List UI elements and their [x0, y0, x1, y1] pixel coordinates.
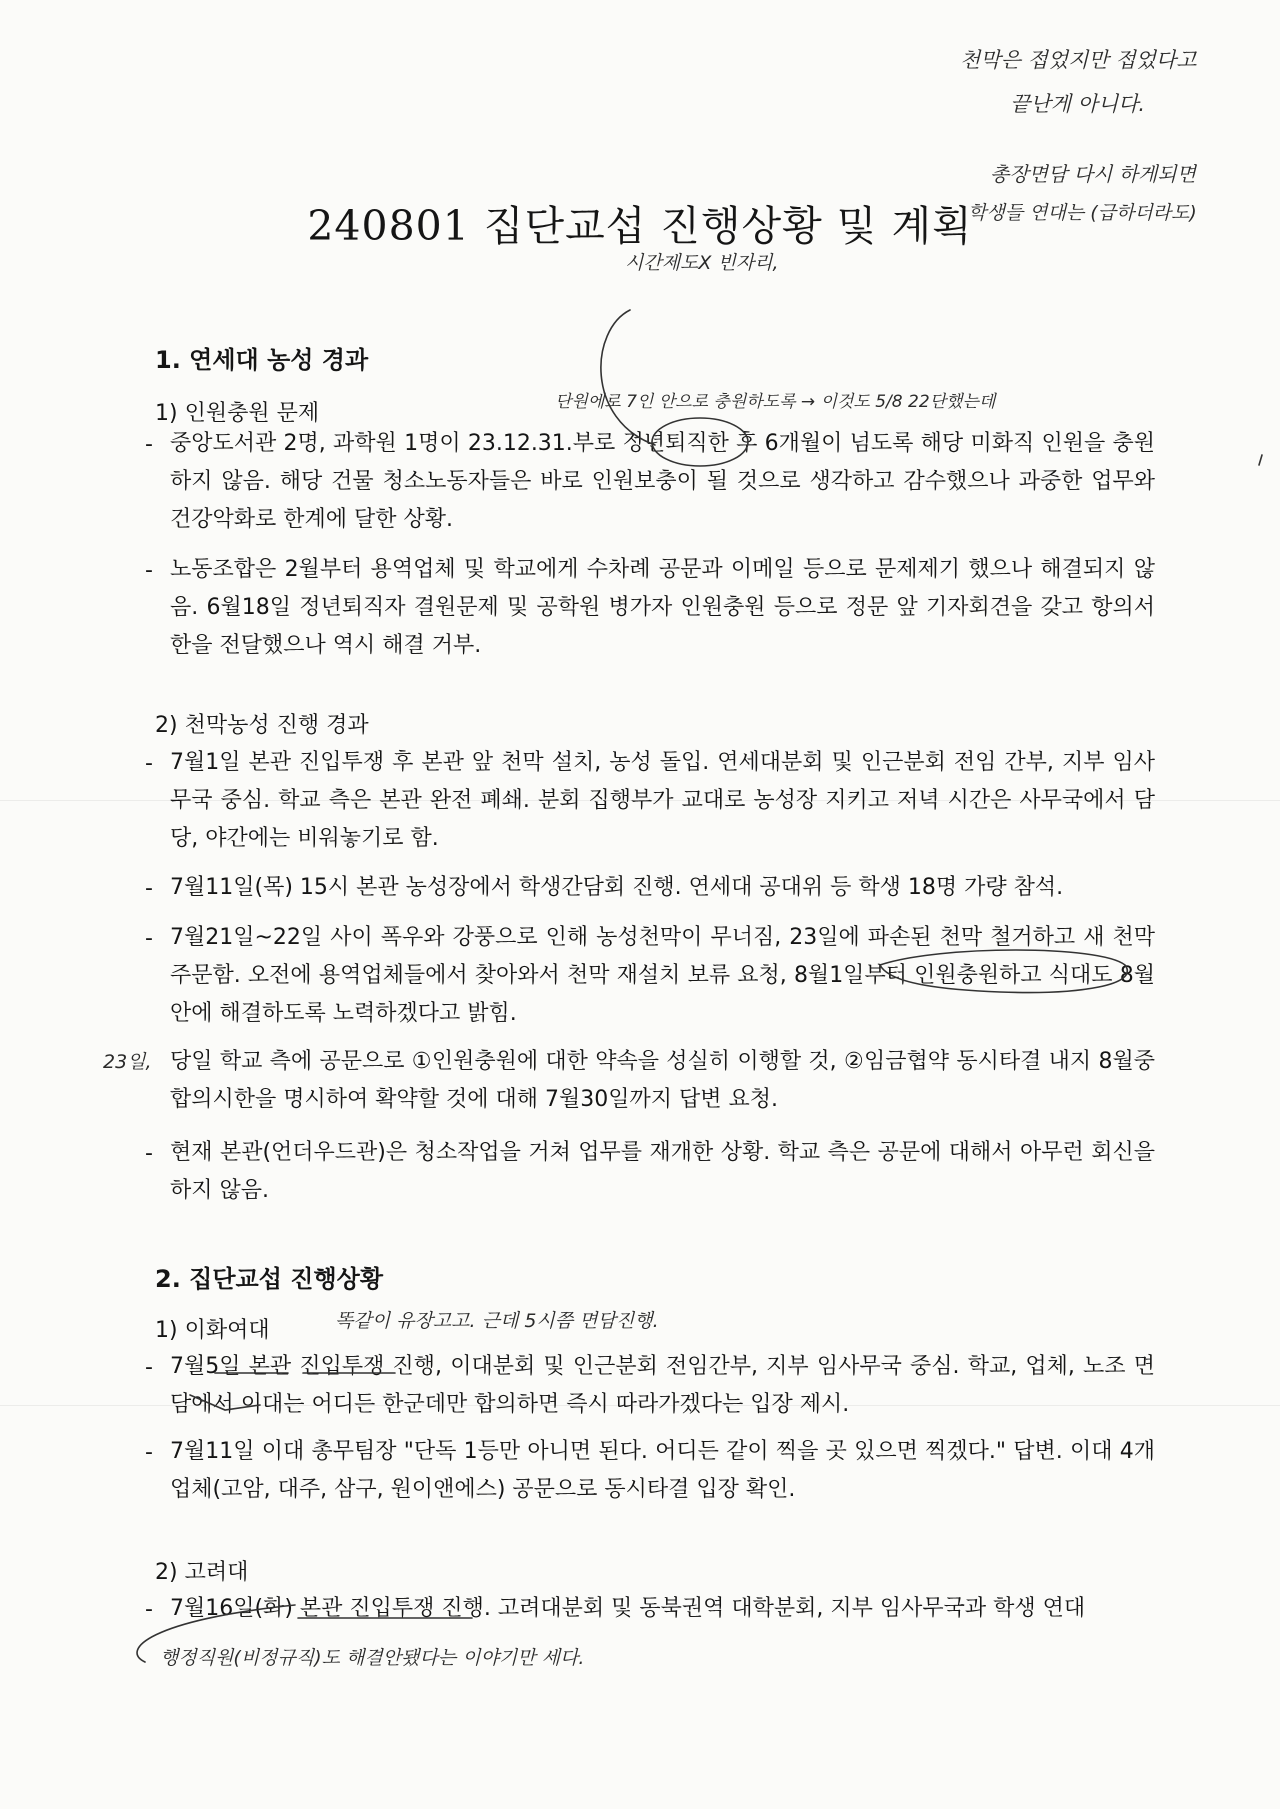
- list-dash: -: [145, 1141, 153, 1166]
- handwritten-note: 행정직원(비정규직)도 해결안됐다는 이야기만 세다.: [160, 1647, 585, 1669]
- list-item: 7월21일~22일 사이 폭우와 강풍으로 인해 농성천막이 무너짐, 23일에 파손된 천막 철거하고 새 천막 주문함. 오전에 용역업체들에서 찾아와서 천막 재설치 보류 요청, 8월1일부터 인원충원하고 식대도 8월 안에 해결하도록 노력하겠다고 밝힘.: [170, 925, 1155, 1026]
- list-item: 7월16일(화) 본관 진입투쟁 진행. 고려대분회 및 동북권역 대학분회, 지부 임사무국과 학생 연대: [170, 1596, 1086, 1621]
- ink-stray-mark: [1259, 455, 1262, 465]
- handwritten-note: 총장면담 다시 하게되면: [990, 162, 1196, 186]
- handwritten-note: 끝난게 아니다.: [1010, 92, 1146, 116]
- list-dash: -: [145, 751, 153, 776]
- handwritten-note: 천막은 접었지만 접었다고: [960, 48, 1197, 72]
- handwritten-note: 학생들 연대는 (급하더라도): [968, 202, 1197, 224]
- list-item: 당일 학교 측에 공문으로 ①인원충원에 대한 약속을 성실히 이행할 것, ②임금협약 동시타결 내지 8월중 합의시한을 명시하여 확약할 것에 대해 7월30일까지 답변 요청.: [170, 1049, 1155, 1112]
- handwritten-note: 똑같이 유장고고. 근데 5시쯤 면담진행.: [335, 1310, 659, 1332]
- list-item: 7월11일 이대 총무팀장 "단독 1등만 아니면 된다. 어디든 같이 찍을 곳 있으면 찍겠다." 답변. 이대 4개 업체(고암, 대주, 삼구, 원이앤에스) 공문으로 동시타결 입장 확인.: [170, 1439, 1155, 1502]
- list-item: 현재 본관(언더우드관)은 청소작업을 거쳐 업무를 재개한 상황. 학교 측은 공문에 대해서 아무런 회신을 하지 않음.: [170, 1140, 1155, 1203]
- list-dash: -: [145, 1440, 153, 1465]
- list-dash: -: [145, 558, 153, 583]
- document-title: 240801 집단교섭 진행상황 및 계획: [307, 202, 973, 250]
- list-item: 7월11일(목) 15시 본관 농성장에서 학생간담회 진행. 연세대 공대위 등 학생 18명 가량 참석.: [170, 875, 1064, 900]
- list-item: 중앙도서관 2명, 과학원 1명이 23.12.31.부로 정년퇴직한 후 6개월이 넘도록 해당 미화직 인원을 충원하지 않음. 해당 건물 청소노동자들은 바로 인원보충이 될 것으로 생각하고 감수했으나 과중한 업무와 건강악화로 한계에 달한 상황.: [170, 431, 1155, 532]
- list-dash: -: [145, 926, 153, 951]
- subsection-heading: 1) 이화여대: [155, 1318, 270, 1343]
- section-heading-2: 2. 집단교섭 진행상황: [155, 1265, 383, 1293]
- list-dash: -: [145, 1355, 153, 1380]
- handwritten-note: 단원에로 7인 안으로 충원하도록 → 이것도 5/8 22단했는데: [555, 392, 996, 412]
- list-dash: -: [145, 1597, 153, 1622]
- list-item: 노동조합은 2월부터 용역업체 및 학교에게 수차례 공문과 이메일 등으로 문제제기 했으나 해결되지 않음. 6월18일 정년퇴직자 결원문제 및 공학원 병가자 인원충원 등으로 정문 앞 기자회견을 갖고 항의서한을 전달했으나 역시 해결 거부.: [170, 557, 1155, 658]
- subsection-heading: 1) 인원충원 문제: [155, 401, 320, 426]
- subsection-heading: 2) 고려대: [155, 1560, 249, 1585]
- handwritten-note: 시간제도X 빈자리,: [625, 252, 779, 274]
- list-item: 7월5일 본관 진입투쟁 진행, 이대분회 및 인근분회 전임간부, 지부 임사무국 중심. 학교, 업체, 노조 면담에서 이대는 어디든 한군데만 합의하면 즉시 따라가겠다는 입장 제시.: [170, 1354, 1155, 1417]
- list-dash: -: [145, 876, 153, 901]
- handwritten-note: 23일,: [103, 1051, 152, 1073]
- section-heading-1: 1. 연세대 농성 경과: [155, 346, 369, 374]
- list-dash: -: [145, 432, 153, 457]
- list-item: 7월1일 본관 진입투쟁 후 본관 앞 천막 설치, 농성 돌입. 연세대분회 및 인근분회 전임 간부, 지부 임사무국 중심. 학교 측은 본관 완전 폐쇄. 분회 집행부가 교대로 농성장 지키고 저녁 시간은 사무국에서 담당, 야간에는 비워놓기로 함.: [170, 750, 1155, 851]
- subsection-heading: 2) 천막농성 진행 경과: [155, 713, 369, 738]
